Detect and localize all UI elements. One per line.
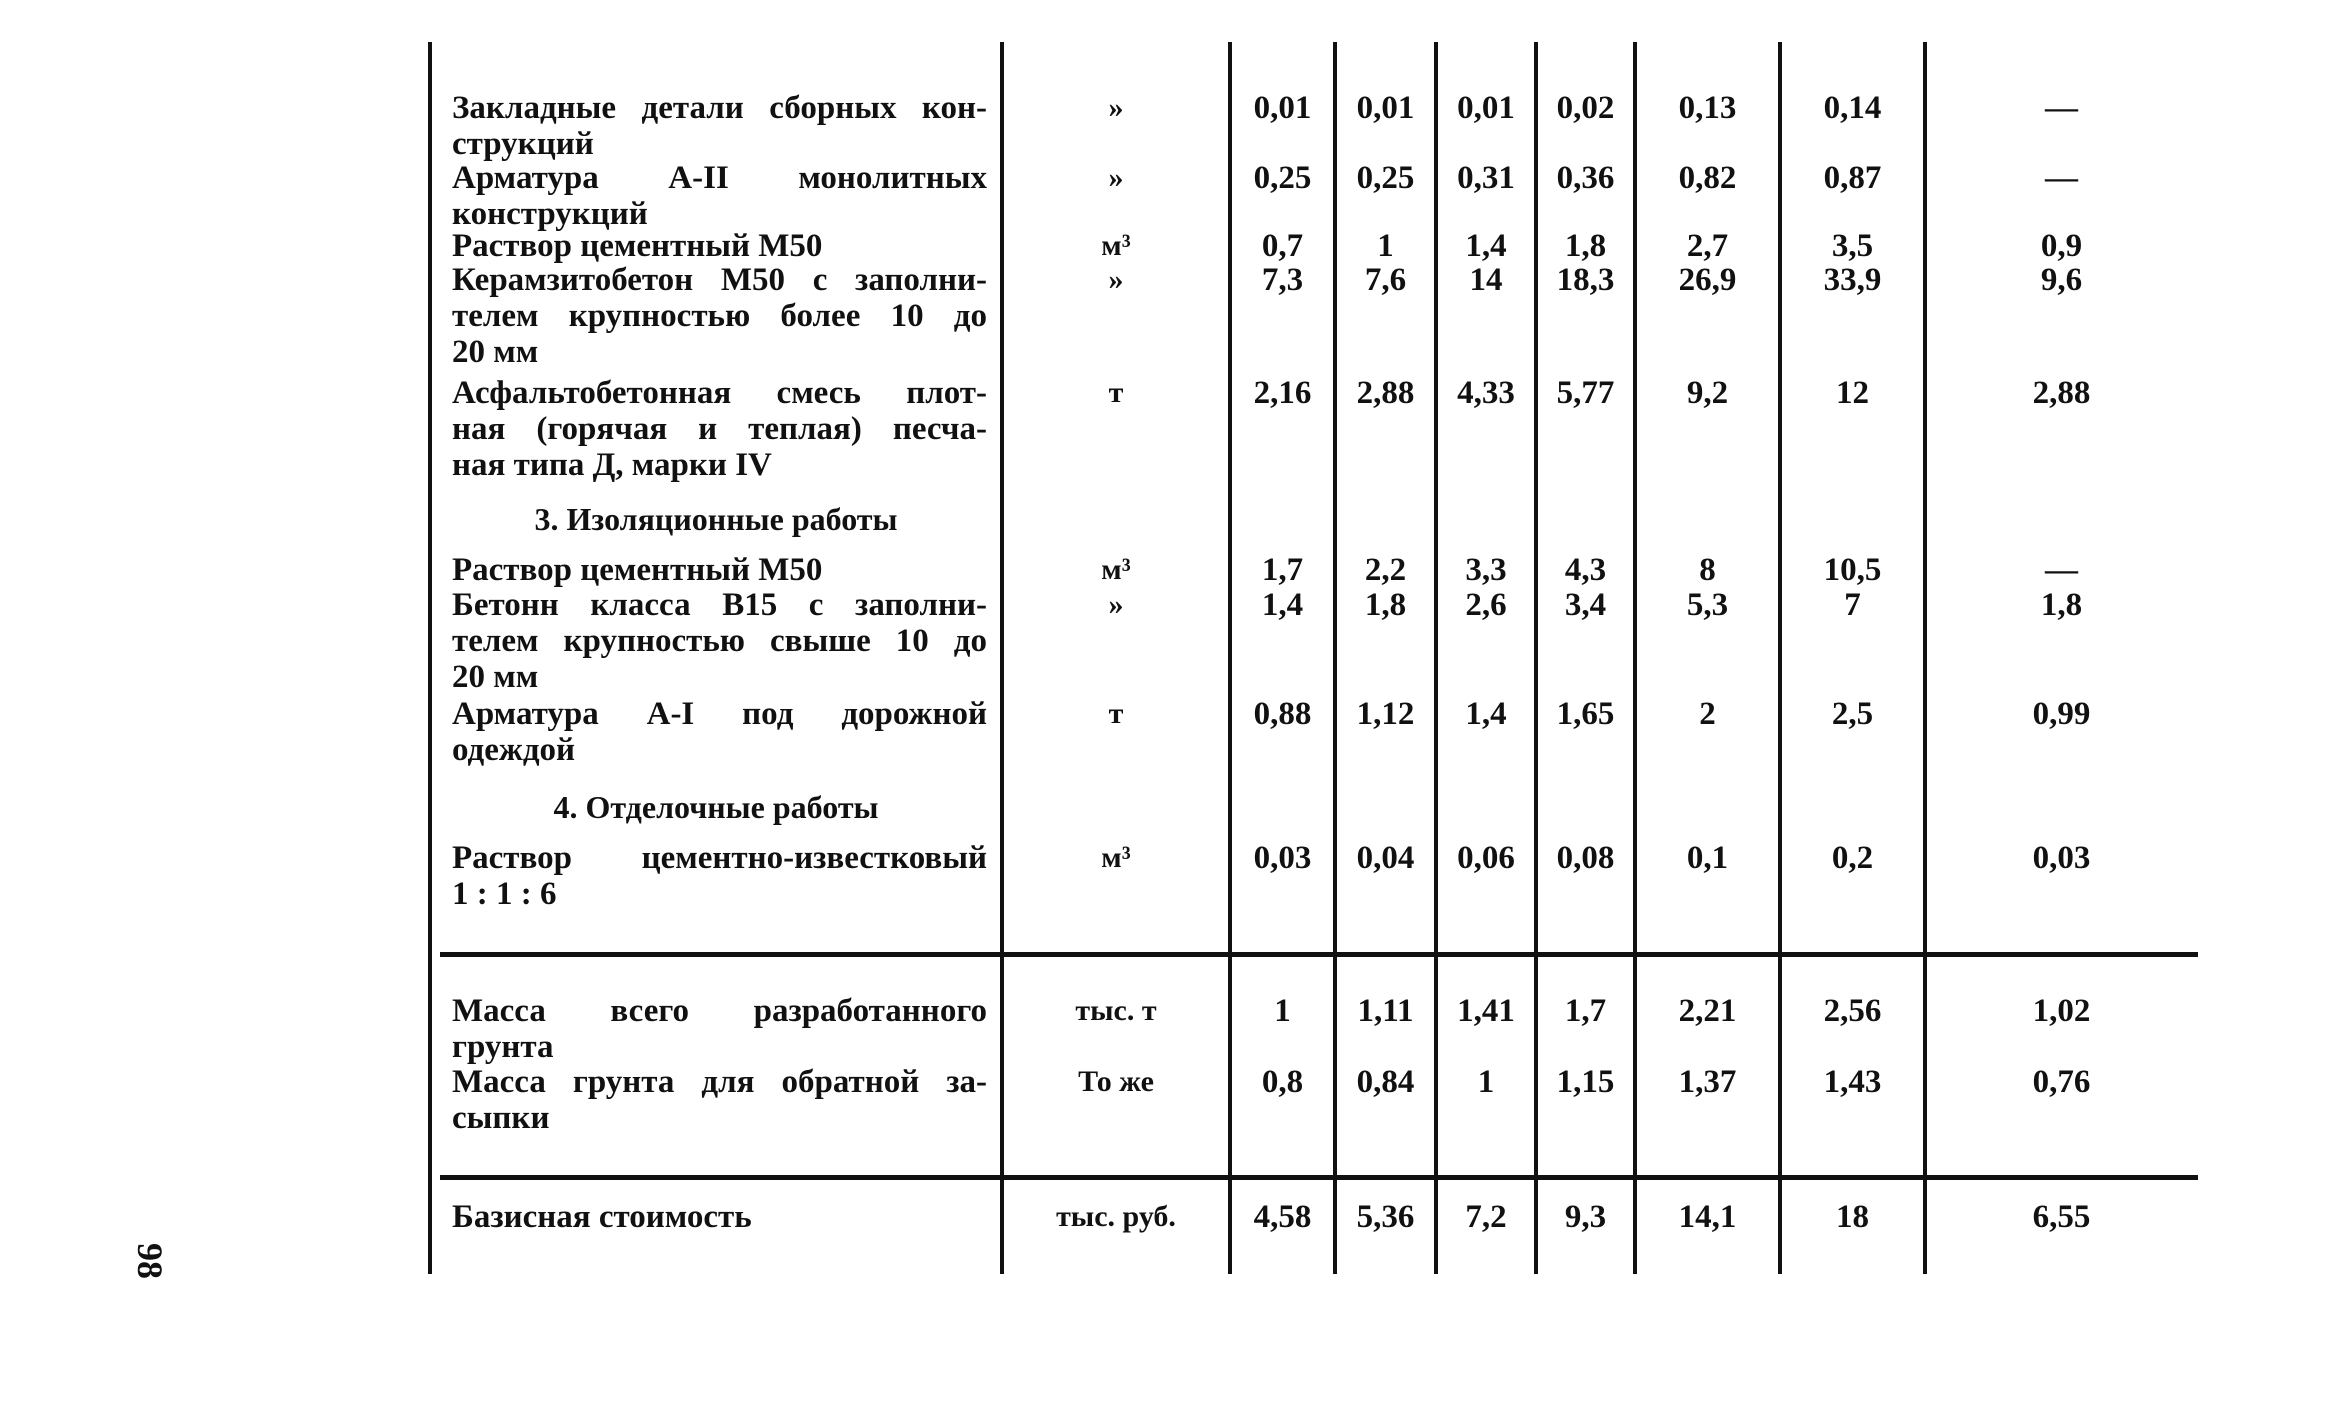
value-cell: 0,88 [1253, 696, 1312, 732]
row-label [452, 993, 987, 1065]
value-cell: 1,37 [1678, 1064, 1737, 1100]
value-cell: 2,16 [1253, 375, 1312, 411]
value-cell: 5,3 [1686, 587, 1729, 623]
unit-cell: м³ [1101, 841, 1131, 874]
value-cell: 9,2 [1686, 375, 1729, 411]
value-cell: 2,7 [1686, 228, 1729, 264]
row-label-line: Базисная стоимость [452, 1199, 752, 1235]
value-cell: 4,33 [1457, 375, 1515, 411]
unit-cell: м³ [1101, 229, 1131, 262]
row-label-line: Арматура А-II монолитных [452, 160, 987, 196]
value-cell: 4,3 [1564, 552, 1607, 588]
value-cell: 2,5 [1831, 696, 1874, 732]
value-cell: 7,3 [1261, 262, 1304, 298]
row-label-line: одеждой [452, 732, 576, 768]
value-cell: 1,41 [1457, 993, 1515, 1029]
value-cell: 33,9 [1823, 262, 1882, 298]
value-cell: 5,77 [1556, 375, 1615, 411]
value-cell: 0,01 [1457, 90, 1515, 126]
value-cell: 0,84 [1356, 1064, 1415, 1100]
value-cell: 1,11 [1357, 993, 1414, 1029]
row-label-line: грунта [452, 1029, 554, 1065]
row-label-line: ная типа Д, марки IV [452, 447, 772, 483]
value-cell: 5,36 [1356, 1199, 1415, 1235]
value-cell: 0,25 [1253, 160, 1312, 196]
value-cell: 0,14 [1823, 90, 1882, 126]
value-cell: 6,55 [2032, 1199, 2091, 1235]
row-label-line: струкций [452, 126, 594, 162]
row-label [452, 160, 987, 232]
row-label [452, 587, 987, 695]
value-cell: 0,02 [1556, 90, 1615, 126]
value-cell: 0,31 [1457, 160, 1515, 196]
row-label-line: 20 мм [452, 334, 539, 370]
value-cell: — [2045, 552, 2078, 588]
value-cell: 18,3 [1556, 262, 1615, 298]
value-cell: 0,13 [1678, 90, 1737, 126]
unit-cell: т [1108, 697, 1124, 730]
row-label-line: 20 мм [452, 659, 539, 695]
value-cell: 3,5 [1831, 228, 1874, 264]
value-cell: 10,5 [1823, 552, 1882, 588]
unit-cell: » [1108, 161, 1124, 194]
row-label-line: Масса всего разработанного [452, 993, 987, 1029]
value-cell: 0,25 [1356, 160, 1415, 196]
unit-cell: » [1108, 263, 1124, 296]
row-label [452, 90, 987, 162]
section-heading-insulation: 3. Изоляционные работы [534, 501, 898, 537]
value-cell: 0,87 [1823, 160, 1882, 196]
row-label-line: Асфальтобетонная смесь плот- [452, 375, 987, 411]
value-cell: 0,03 [2032, 840, 2091, 876]
row-label-line: Керамзитобетон М50 с заполни- [452, 262, 987, 298]
value-cell: 0,8 [1261, 1064, 1304, 1100]
value-cell: 9,3 [1564, 1199, 1607, 1235]
value-cell: 1,8 [2040, 587, 2083, 623]
value-cell: 0,99 [2032, 696, 2091, 732]
value-cell: 0,1 [1686, 840, 1729, 876]
value-cell: 0,2 [1831, 840, 1874, 876]
value-cell: 1,4 [1465, 696, 1507, 732]
value-cell: 2,88 [1356, 375, 1415, 411]
value-cell: 0,7 [1261, 228, 1304, 264]
row-divider [440, 1175, 2198, 1180]
row-label-line: 1 : 1 : 6 [452, 876, 557, 912]
value-cell: — [2045, 90, 2078, 126]
value-cell: 1,12 [1356, 696, 1415, 732]
value-cell: 18 [1836, 1199, 1869, 1235]
value-cell: 0,82 [1678, 160, 1737, 196]
value-cell: 2,56 [1823, 993, 1882, 1029]
value-cell: 9,6 [2040, 262, 2083, 298]
value-cell: 26,9 [1678, 262, 1737, 298]
value-cell: 1 [1477, 1064, 1495, 1100]
value-cell: 2,21 [1678, 993, 1737, 1029]
unit-cell: То же [1078, 1065, 1154, 1098]
page-number: 98 [130, 1243, 170, 1279]
row-label [452, 840, 987, 912]
value-cell: 0,04 [1356, 840, 1415, 876]
value-cell: 0,06 [1457, 840, 1515, 876]
row-divider [440, 952, 2198, 957]
value-cell: 0,01 [1356, 90, 1415, 126]
value-cell: 1,65 [1556, 696, 1615, 732]
unit-cell: тыс. т [1075, 994, 1157, 1027]
row-label [452, 552, 987, 588]
value-cell: 1,4 [1465, 228, 1507, 264]
value-cell: 8 [1699, 552, 1716, 588]
value-cell: 14 [1469, 262, 1503, 298]
value-cell: 3,3 [1465, 552, 1507, 588]
row-label-line: Масса грунта для обратной за- [452, 1064, 987, 1100]
row-label-line: Арматура А-I под дорожной [452, 696, 987, 732]
value-cell: 1,02 [2032, 993, 2091, 1029]
row-label-line: телем крупностью свыше 10 до [452, 623, 987, 659]
row-label [452, 1064, 987, 1136]
value-cell: 1,4 [1261, 587, 1304, 623]
value-cell: 3,4 [1564, 587, 1607, 623]
value-cell: 4,58 [1253, 1199, 1312, 1235]
value-cell: 1,8 [1564, 228, 1607, 264]
row-label [452, 375, 987, 483]
row-label-line: ная (горячая и теплая) песча- [452, 411, 987, 447]
row-label-line: Раствор цементный М50 [452, 552, 823, 588]
value-cell: 1,7 [1564, 993, 1607, 1029]
section-heading-finishing: 4. Отделочные работы [553, 789, 879, 825]
row-label-line: телем крупностью более 10 до [452, 298, 987, 334]
unit-cell: тыс. руб. [1056, 1200, 1176, 1233]
row-label [452, 696, 987, 768]
unit-cell: м³ [1101, 553, 1131, 586]
value-cell: 1,43 [1823, 1064, 1882, 1100]
unit-cell: т [1108, 376, 1124, 409]
value-cell: 1 [1377, 228, 1394, 264]
row-label-line: конструкций [452, 196, 648, 232]
value-cell: 14,1 [1678, 1199, 1737, 1235]
value-cell: 0,08 [1556, 840, 1615, 876]
unit-cell: » [1108, 588, 1124, 621]
column-border [428, 42, 432, 1274]
value-cell: 1 [1274, 993, 1291, 1029]
row-label-line: Раствор цементно-известковый [452, 840, 987, 876]
value-cell: 1,7 [1261, 552, 1304, 588]
row-label [452, 262, 987, 370]
row-label-line: сыпки [452, 1100, 550, 1136]
value-cell: 2 [1699, 696, 1716, 732]
row-label-line: Раствор цементный М50 [452, 228, 823, 264]
value-cell: 0,36 [1556, 160, 1615, 196]
value-cell: 1,8 [1364, 587, 1407, 623]
row-label [452, 228, 987, 264]
value-cell: — [2045, 160, 2078, 196]
value-cell: 12 [1836, 375, 1869, 411]
value-cell: 0,9 [2040, 228, 2083, 264]
row-label-line: Закладные детали сборных кон- [452, 90, 987, 126]
value-cell: 2,88 [2032, 375, 2091, 411]
value-cell: 2,6 [1465, 587, 1507, 623]
value-cell: 1,15 [1556, 1064, 1615, 1100]
value-cell: 7 [1844, 587, 1861, 623]
value-cell: 7,6 [1364, 262, 1407, 298]
value-cell: 2,2 [1364, 552, 1407, 588]
unit-cell: » [1108, 91, 1124, 124]
value-cell: 0,01 [1253, 90, 1312, 126]
value-cell: 0,03 [1253, 840, 1312, 876]
row-label-line: Бетонн класса В15 с заполни- [452, 587, 987, 623]
value-cell: 7,2 [1465, 1199, 1507, 1235]
row-label [452, 1199, 987, 1235]
value-cell: 0,76 [2032, 1064, 2091, 1100]
